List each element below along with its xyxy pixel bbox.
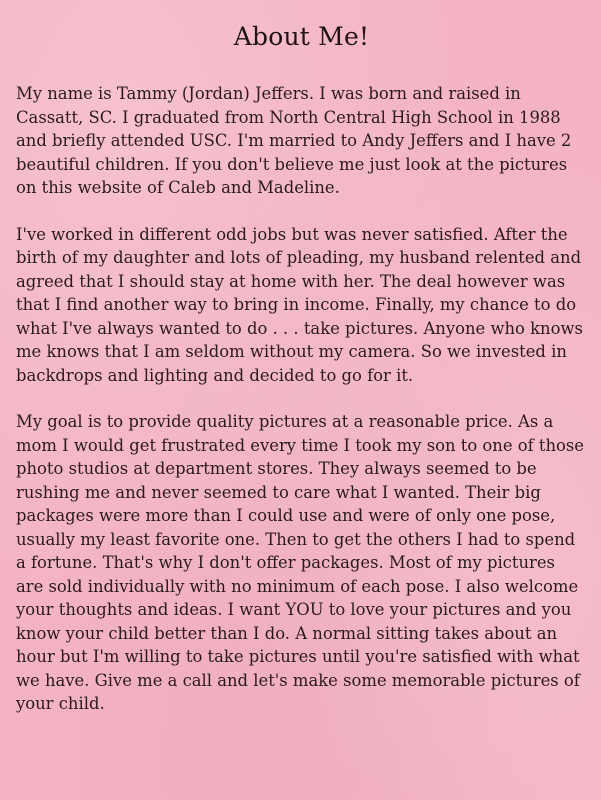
goal-paragraph: My goal is to provide quality pictures at a reasonable price. As a mom I would get frustrated every time I took my son to one of those photo studios at department stores. They always seemed to be rushing me and never seemed to care what I wanted. Their big packages were more than I could use and were of only one pose, usually my least favorite one. Then to get the others I had to spend a fortune. That's why I don't offer packages. Most of my pictures are sold individually with no minimum of each pose. I also welcome your thoughts and ideas. I want YOU to love your pictures and you know your child better than I do. A normal sitting takes about an hour but I'm willing to take pictures until you're satisfied with what we have. Give me a call and let's make some memorable pictures of your child. — [16, 412, 585, 713]
page-title: About Me! — [233, 22, 370, 51]
intro-paragraph: My name is Tammy (Jordan) Jeffers. I was born and raised in Cassatt, SC. I graduated from North Central High School in 1988 and briefly attended USC. I'm married to Andy Jeffers and I have 2 beautiful children. If you don't believe me just look at the pictures on this website of Caleb and Madeline. — [16, 84, 572, 197]
background-paragraph: I've worked in different odd jobs but was never satisfied. After the birth of my daughter and lots of pleading, my husband relented and agreed that I should stay at home with her. The deal however was that I find another way to bring in income. Finally, my chance to do what I've always wanted to do . . . take pictures. Anyone who knows me knows that I am seldom without my camera. So we invested in backdrops and lighting and decided to go for it. — [16, 224, 583, 385]
